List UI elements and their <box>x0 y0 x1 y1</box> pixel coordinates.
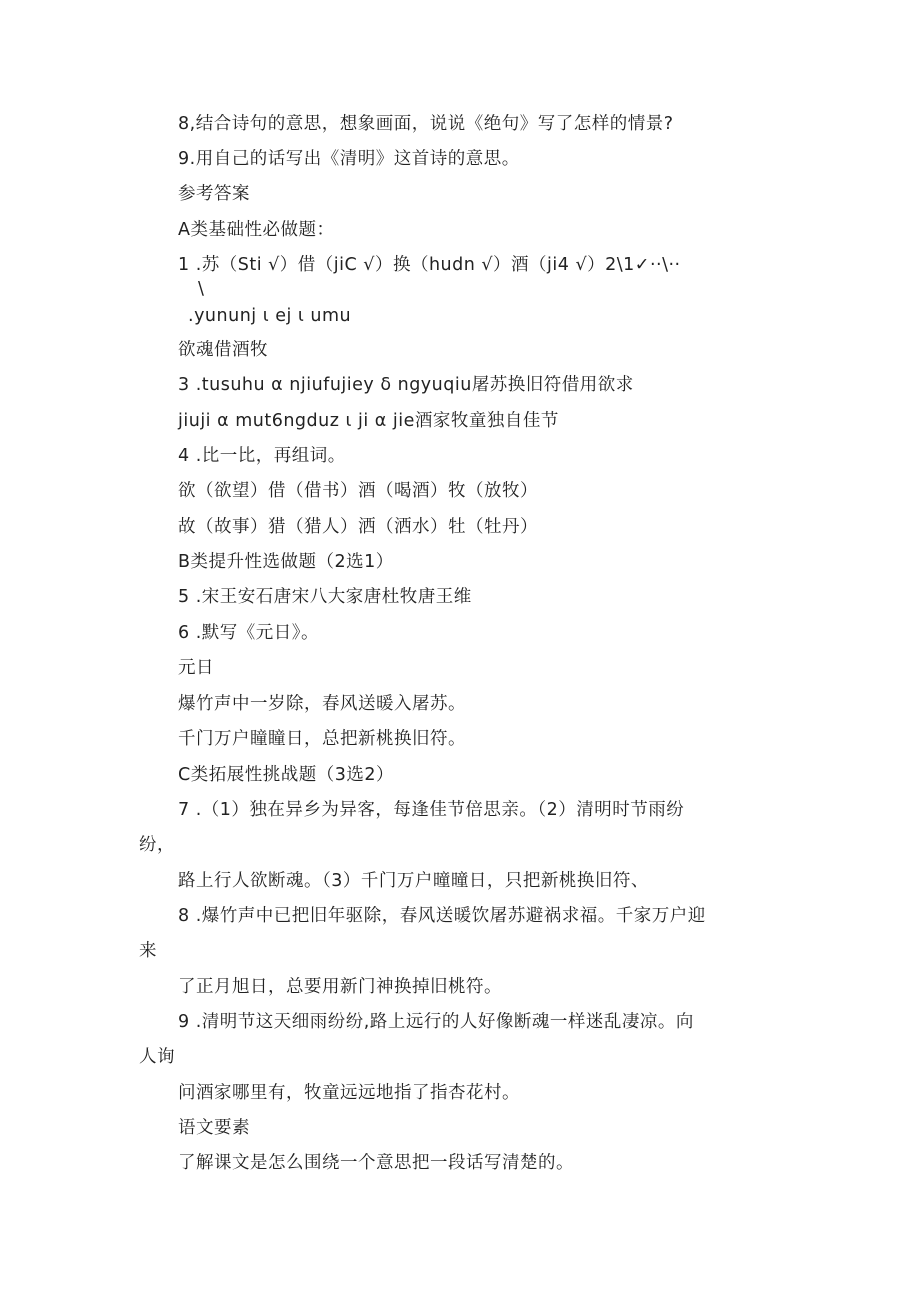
poem-line-1: 爆竹声中一岁除，春风送暖入屠苏。 <box>178 694 466 714</box>
section-b-heading: B类提升性选做题（2选1） <box>178 552 394 572</box>
language-elements-text: 了解课文是怎么围绕一个意思把一段话写清楚的。 <box>178 1153 574 1173</box>
answer-7-continued: 路上行人欲断魂。（3）千门万户曈曈日，只把新桃换旧符、 <box>178 871 649 891</box>
answer-2-chars: 欲魂借酒牧 <box>178 340 268 360</box>
question-8: 8,结合诗句的意思，想象画面，说说《绝句》写了怎样的情景? <box>178 114 674 134</box>
answer-2-pinyin: .yununj ι ej ι umu <box>188 306 352 326</box>
answer-8: 8 .爆竹声中已把旧年驱除，春风送暖饮屠苏避祸求福。千家万户迎 <box>178 906 706 926</box>
answer-5: 5 .宋王安石唐宋八大家唐杜牧唐王维 <box>178 587 472 607</box>
answer-3-line-2: jiuji α mut6ngduz ι ji α jie酒家牧童独自佳节 <box>178 411 559 431</box>
language-elements-heading: 语文要素 <box>178 1118 250 1138</box>
answer-4-heading: 4 .比一比，再组词。 <box>178 446 346 466</box>
question-9: 9.用自己的话写出《清明》这首诗的意思。 <box>178 149 520 169</box>
answer-8-wrap: 来 <box>139 941 157 961</box>
answer-9-wrap: 人询 <box>139 1047 175 1067</box>
answer-9-continued: 问酒家哪里有，牧童远远地指了指杏花村。 <box>178 1083 520 1103</box>
answer-4-row-1: 欲（欲望）借（借书）酒（喝酒）牧（放牧） <box>178 481 538 501</box>
answer-6: 6 .默写《元日》。 <box>178 623 320 643</box>
answers-heading: 参考答案 <box>178 184 250 204</box>
answer-1-continued: \ <box>198 279 205 299</box>
section-c-heading: C类拓展性挑战题（3选2） <box>178 765 394 785</box>
answer-7: 7 .（1）独在异乡为异客，每逢佳节倍思亲。（2）清明时节雨纷 <box>178 800 685 820</box>
poem-title: 元日 <box>178 658 214 678</box>
answer-8-continued: 了正月旭日，总要用新门神换掉旧桃符。 <box>178 977 502 997</box>
answer-4-row-2: 故（故事）猎（猎人）洒（洒水）牡（牡丹） <box>178 517 538 537</box>
answer-9: 9 .清明节这天细雨纷纷,路上远行的人好像断魂一样迷乱凄凉。向 <box>178 1012 694 1032</box>
answer-3-line-1: 3 .tusuhu α njiufujiey δ ngyuqiu屠苏换旧符借用欲求 <box>178 375 634 395</box>
section-a-heading: A类基础性必做题： <box>178 220 335 240</box>
answer-7-wrap: 纷， <box>139 835 175 855</box>
poem-line-2: 千门万户瞳瞳日，总把新桃换旧符。 <box>178 729 466 749</box>
answer-1: 1 .苏（Sti √）借（jiC √）换（hudn √）酒（ji4 √）2\1✓··\·· <box>178 255 681 275</box>
